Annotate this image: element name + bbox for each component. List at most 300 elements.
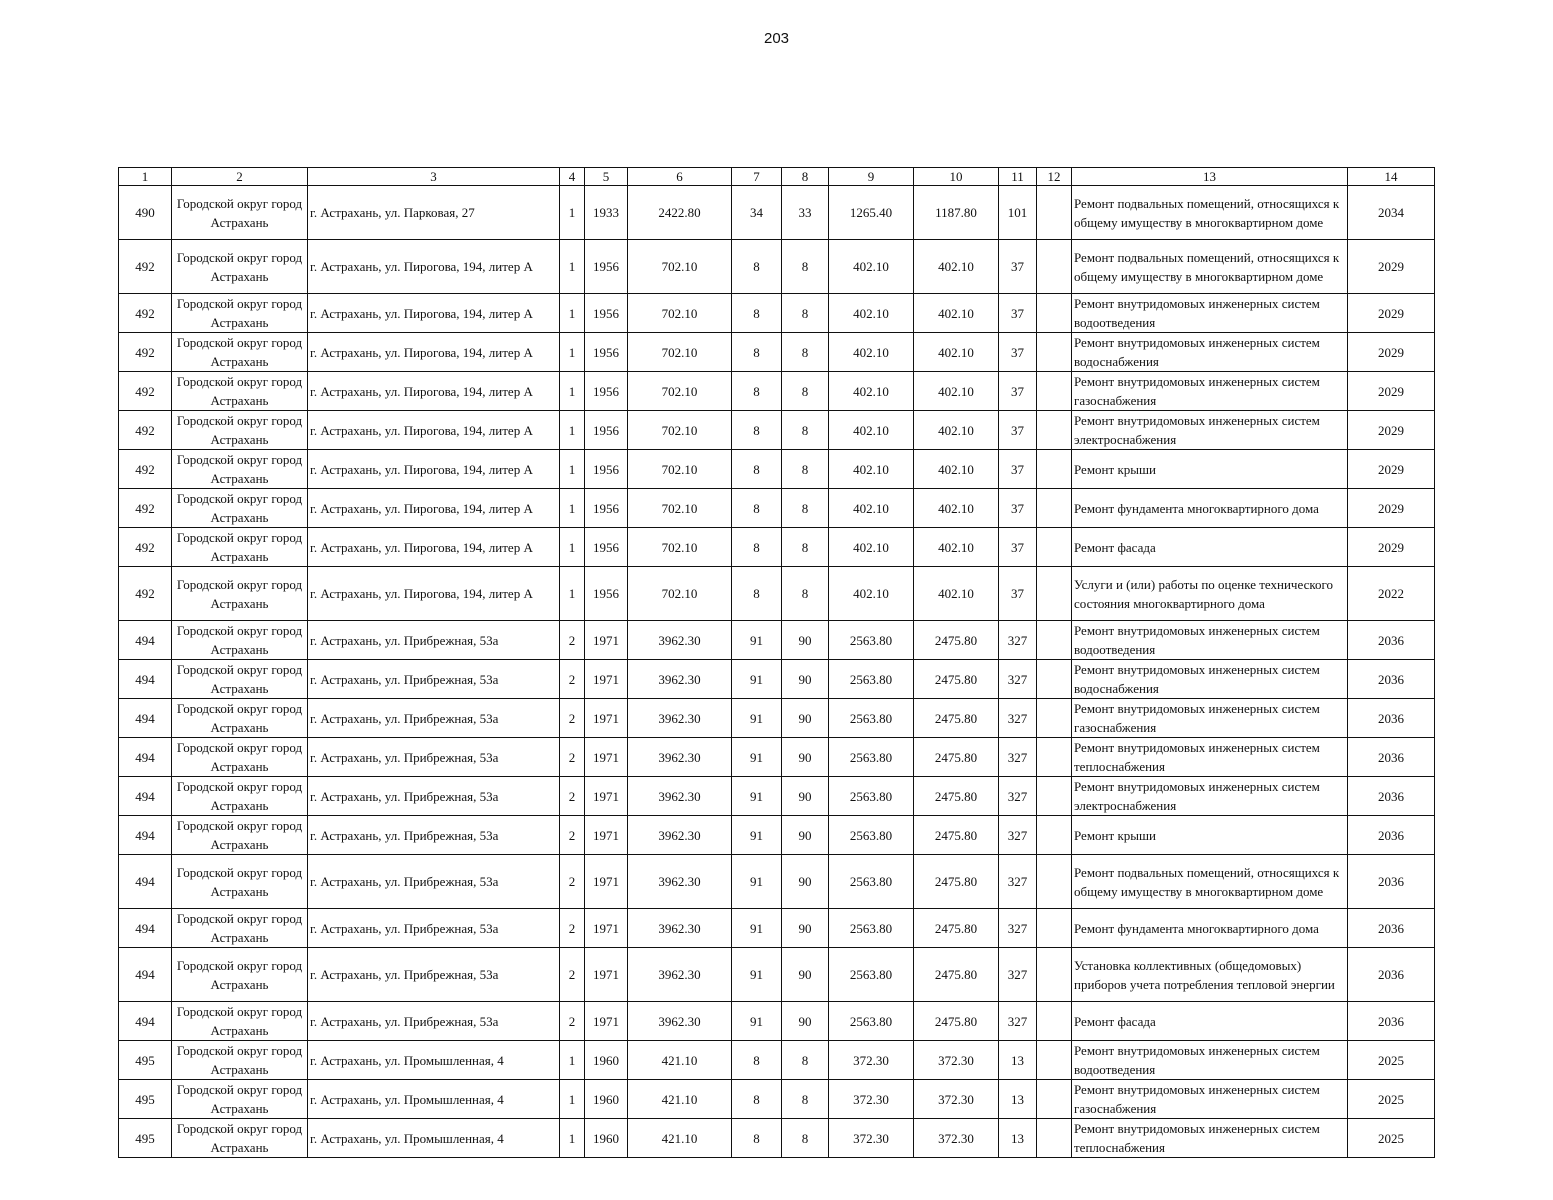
- col-12-cell: [1037, 450, 1072, 489]
- col-9-cell: 402.10: [829, 528, 914, 567]
- col-7-cell: 8: [732, 450, 782, 489]
- residents-cell: 327: [999, 738, 1037, 777]
- row-number-cell: 492: [119, 372, 172, 411]
- col-8-cell: 90: [782, 855, 829, 909]
- col-12-cell: [1037, 294, 1072, 333]
- address-cell: г. Астрахань, ул. Пирогова, 194, литер А: [308, 489, 560, 528]
- municipality-cell: Городской округ город Астрахань: [172, 777, 308, 816]
- col-8-cell: 8: [782, 528, 829, 567]
- table-row: [119, 450, 1435, 489]
- address-cell: г. Астрахань, ул. Прибрежная, 53а: [308, 621, 560, 660]
- municipality-cell: Городской округ город Астрахань: [172, 528, 308, 567]
- row-number-cell: 492: [119, 294, 172, 333]
- col-7-cell: 8: [732, 240, 782, 294]
- stage-cell: 2: [560, 1002, 585, 1041]
- row-number-cell: 494: [119, 660, 172, 699]
- col-12-cell: [1037, 738, 1072, 777]
- col-8-cell: 8: [782, 450, 829, 489]
- col-7-cell: 8: [732, 528, 782, 567]
- stage-cell: 1: [560, 450, 585, 489]
- stage-cell: 1: [560, 1041, 585, 1080]
- total-area-cell: 3962.30: [628, 777, 732, 816]
- col-10-cell: 402.10: [914, 567, 999, 621]
- year-built-cell: 1971: [585, 855, 628, 909]
- year-built-cell: 1971: [585, 738, 628, 777]
- residents-cell: 327: [999, 855, 1037, 909]
- total-area-cell: 702.10: [628, 528, 732, 567]
- col-10-cell: 2475.80: [914, 699, 999, 738]
- col-7-cell: 91: [732, 948, 782, 1002]
- table-row: [119, 699, 1435, 738]
- table-row: [119, 777, 1435, 816]
- col-7-cell: 8: [732, 1041, 782, 1080]
- row-number-cell: 492: [119, 411, 172, 450]
- col-12-cell: [1037, 660, 1072, 699]
- total-area-cell: 702.10: [628, 294, 732, 333]
- col-7-cell: 91: [732, 660, 782, 699]
- address-cell: г. Астрахань, ул. Пирогова, 194, литер А: [308, 567, 560, 621]
- address-cell: г. Астрахань, ул. Прибрежная, 53а: [308, 777, 560, 816]
- column-header: 3: [308, 168, 560, 186]
- total-area-cell: 3962.30: [628, 909, 732, 948]
- col-8-cell: 90: [782, 738, 829, 777]
- total-area-cell: 3962.30: [628, 660, 732, 699]
- table-body: [119, 186, 1435, 1158]
- year-built-cell: 1956: [585, 489, 628, 528]
- work-type-cell: Ремонт фундамента многоквартирного дома: [1072, 489, 1348, 528]
- total-area-cell: 3962.30: [628, 948, 732, 1002]
- residents-cell: 327: [999, 816, 1037, 855]
- year-built-cell: 1971: [585, 660, 628, 699]
- residents-cell: 327: [999, 621, 1037, 660]
- table-row: [119, 1080, 1435, 1119]
- municipality-cell: Городской округ город Астрахань: [172, 567, 308, 621]
- col-7-cell: 91: [732, 855, 782, 909]
- residents-cell: 13: [999, 1080, 1037, 1119]
- col-12-cell: [1037, 372, 1072, 411]
- residents-cell: 37: [999, 450, 1037, 489]
- total-area-cell: 702.10: [628, 372, 732, 411]
- col-7-cell: 91: [732, 699, 782, 738]
- row-number-cell: 492: [119, 489, 172, 528]
- col-10-cell: 1187.80: [914, 186, 999, 240]
- planned-year-cell: 2036: [1348, 948, 1435, 1002]
- col-12-cell: [1037, 621, 1072, 660]
- col-8-cell: 90: [782, 621, 829, 660]
- table-row: [119, 489, 1435, 528]
- col-10-cell: 2475.80: [914, 909, 999, 948]
- planned-year-cell: 2036: [1348, 816, 1435, 855]
- col-9-cell: 2563.80: [829, 1002, 914, 1041]
- municipality-cell: Городской округ город Астрахань: [172, 411, 308, 450]
- col-9-cell: 402.10: [829, 450, 914, 489]
- planned-year-cell: 2029: [1348, 528, 1435, 567]
- municipality-cell: Городской округ город Астрахань: [172, 294, 308, 333]
- stage-cell: 1: [560, 294, 585, 333]
- total-area-cell: 3962.30: [628, 738, 732, 777]
- col-8-cell: 90: [782, 699, 829, 738]
- col-12-cell: [1037, 1002, 1072, 1041]
- municipality-cell: Городской округ город Астрахань: [172, 738, 308, 777]
- planned-year-cell: 2036: [1348, 660, 1435, 699]
- year-built-cell: 1971: [585, 948, 628, 1002]
- planned-year-cell: 2029: [1348, 333, 1435, 372]
- total-area-cell: 702.10: [628, 489, 732, 528]
- row-number-cell: 492: [119, 567, 172, 621]
- residents-cell: 37: [999, 567, 1037, 621]
- municipality-cell: Городской округ город Астрахань: [172, 372, 308, 411]
- address-cell: г. Астрахань, ул. Пирогова, 194, литер А: [308, 333, 560, 372]
- planned-year-cell: 2036: [1348, 1002, 1435, 1041]
- col-7-cell: 91: [732, 816, 782, 855]
- row-number-cell: 495: [119, 1080, 172, 1119]
- municipality-cell: Городской округ город Астрахань: [172, 1119, 308, 1158]
- total-area-cell: 3962.30: [628, 1002, 732, 1041]
- table-row: [119, 1002, 1435, 1041]
- residents-cell: 13: [999, 1041, 1037, 1080]
- table-row: [119, 738, 1435, 777]
- address-cell: г. Астрахань, ул. Промышленная, 4: [308, 1119, 560, 1158]
- stage-cell: 2: [560, 738, 585, 777]
- col-7-cell: 8: [732, 294, 782, 333]
- col-12-cell: [1037, 333, 1072, 372]
- stage-cell: 2: [560, 621, 585, 660]
- column-header: 10: [914, 168, 999, 186]
- planned-year-cell: 2022: [1348, 567, 1435, 621]
- col-12-cell: [1037, 240, 1072, 294]
- municipality-cell: Городской округ город Астрахань: [172, 855, 308, 909]
- col-8-cell: 8: [782, 1080, 829, 1119]
- residents-cell: 13: [999, 1119, 1037, 1158]
- table-row: [119, 240, 1435, 294]
- stage-cell: 1: [560, 372, 585, 411]
- col-7-cell: 8: [732, 567, 782, 621]
- work-type-cell: Установка коллективных (общедомовых) приборов учета потребления тепловой энергии: [1072, 948, 1348, 1002]
- col-10-cell: 2475.80: [914, 777, 999, 816]
- total-area-cell: 421.10: [628, 1041, 732, 1080]
- residents-cell: 327: [999, 1002, 1037, 1041]
- work-type-cell: Ремонт внутридомовых инженерных систем газоснабжения: [1072, 699, 1348, 738]
- table-row: [119, 186, 1435, 240]
- planned-year-cell: 2029: [1348, 489, 1435, 528]
- col-10-cell: 2475.80: [914, 948, 999, 1002]
- work-type-cell: Ремонт внутридомовых инженерных систем теплоснабжения: [1072, 738, 1348, 777]
- total-area-cell: 421.10: [628, 1080, 732, 1119]
- col-8-cell: 90: [782, 909, 829, 948]
- col-10-cell: 402.10: [914, 528, 999, 567]
- total-area-cell: 421.10: [628, 1119, 732, 1158]
- col-8-cell: 90: [782, 816, 829, 855]
- capital-repair-table: [118, 167, 1435, 1158]
- col-8-cell: 8: [782, 294, 829, 333]
- address-cell: г. Астрахань, ул. Парковая, 27: [308, 186, 560, 240]
- col-9-cell: 402.10: [829, 294, 914, 333]
- address-cell: г. Астрахань, ул. Промышленная, 4: [308, 1080, 560, 1119]
- address-cell: г. Астрахань, ул. Пирогова, 194, литер А: [308, 411, 560, 450]
- stage-cell: 2: [560, 660, 585, 699]
- municipality-cell: Городской округ город Астрахань: [172, 909, 308, 948]
- planned-year-cell: 2036: [1348, 855, 1435, 909]
- year-built-cell: 1956: [585, 450, 628, 489]
- row-number-cell: 492: [119, 240, 172, 294]
- table-row: [119, 948, 1435, 1002]
- year-built-cell: 1971: [585, 1002, 628, 1041]
- table-row: [119, 294, 1435, 333]
- row-number-cell: 494: [119, 816, 172, 855]
- column-header: 6: [628, 168, 732, 186]
- planned-year-cell: 2036: [1348, 909, 1435, 948]
- table-row: [119, 816, 1435, 855]
- col-10-cell: 372.30: [914, 1041, 999, 1080]
- col-9-cell: 2563.80: [829, 909, 914, 948]
- address-cell: г. Астрахань, ул. Прибрежная, 53а: [308, 738, 560, 777]
- work-type-cell: Услуги и (или) работы по оценке технического состояния многоквартирного дома: [1072, 567, 1348, 621]
- table-row: [119, 660, 1435, 699]
- residents-cell: 327: [999, 777, 1037, 816]
- residents-cell: 37: [999, 489, 1037, 528]
- col-7-cell: 8: [732, 1119, 782, 1158]
- row-number-cell: 495: [119, 1119, 172, 1158]
- col-10-cell: 372.30: [914, 1119, 999, 1158]
- planned-year-cell: 2029: [1348, 240, 1435, 294]
- col-8-cell: 8: [782, 567, 829, 621]
- municipality-cell: Городской округ город Астрахань: [172, 621, 308, 660]
- col-9-cell: 402.10: [829, 567, 914, 621]
- stage-cell: 2: [560, 855, 585, 909]
- municipality-cell: Городской округ город Астрахань: [172, 450, 308, 489]
- col-8-cell: 8: [782, 372, 829, 411]
- table-row: [119, 909, 1435, 948]
- col-9-cell: 2563.80: [829, 816, 914, 855]
- column-header: 7: [732, 168, 782, 186]
- residents-cell: 327: [999, 909, 1037, 948]
- column-header: 4: [560, 168, 585, 186]
- col-12-cell: [1037, 699, 1072, 738]
- column-header: 11: [999, 168, 1037, 186]
- address-cell: г. Астрахань, ул. Пирогова, 194, литер А: [308, 450, 560, 489]
- col-9-cell: 402.10: [829, 489, 914, 528]
- column-header: 2: [172, 168, 308, 186]
- residents-cell: 327: [999, 699, 1037, 738]
- stage-cell: 1: [560, 333, 585, 372]
- work-type-cell: Ремонт внутридомовых инженерных систем водоотведения: [1072, 294, 1348, 333]
- residents-cell: 37: [999, 411, 1037, 450]
- col-8-cell: 33: [782, 186, 829, 240]
- table-row: [119, 372, 1435, 411]
- address-cell: г. Астрахань, ул. Прибрежная, 53а: [308, 855, 560, 909]
- col-12-cell: [1037, 186, 1072, 240]
- col-7-cell: 8: [732, 411, 782, 450]
- col-12-cell: [1037, 1080, 1072, 1119]
- col-10-cell: 2475.80: [914, 738, 999, 777]
- planned-year-cell: 2036: [1348, 621, 1435, 660]
- table-row: [119, 567, 1435, 621]
- table-row: [119, 621, 1435, 660]
- municipality-cell: Городской округ город Астрахань: [172, 699, 308, 738]
- total-area-cell: 702.10: [628, 450, 732, 489]
- municipality-cell: Городской округ город Астрахань: [172, 489, 308, 528]
- year-built-cell: 1956: [585, 528, 628, 567]
- address-cell: г. Астрахань, ул. Пирогова, 194, литер А: [308, 528, 560, 567]
- col-7-cell: 91: [732, 738, 782, 777]
- column-header: 1: [119, 168, 172, 186]
- row-number-cell: 494: [119, 909, 172, 948]
- table-row: [119, 528, 1435, 567]
- column-header: 13: [1072, 168, 1348, 186]
- work-type-cell: Ремонт подвальных помещений, относящихся к общему имуществу в многоквартирном доме: [1072, 186, 1348, 240]
- residents-cell: 37: [999, 240, 1037, 294]
- col-7-cell: 91: [732, 777, 782, 816]
- row-number-cell: 492: [119, 528, 172, 567]
- table-row: [119, 1119, 1435, 1158]
- work-type-cell: Ремонт внутридомовых инженерных систем теплоснабжения: [1072, 1119, 1348, 1158]
- row-number-cell: 492: [119, 450, 172, 489]
- col-8-cell: 90: [782, 1002, 829, 1041]
- stage-cell: 1: [560, 411, 585, 450]
- col-12-cell: [1037, 1119, 1072, 1158]
- col-9-cell: 2563.80: [829, 660, 914, 699]
- row-number-cell: 494: [119, 948, 172, 1002]
- municipality-cell: Городской округ город Астрахань: [172, 816, 308, 855]
- work-type-cell: Ремонт крыши: [1072, 450, 1348, 489]
- address-cell: г. Астрахань, ул. Прибрежная, 53а: [308, 699, 560, 738]
- total-area-cell: 702.10: [628, 240, 732, 294]
- table-row: [119, 333, 1435, 372]
- page-number: 203: [763, 30, 790, 47]
- table-row: [119, 1041, 1435, 1080]
- col-10-cell: 402.10: [914, 372, 999, 411]
- planned-year-cell: 2029: [1348, 450, 1435, 489]
- col-7-cell: 91: [732, 1002, 782, 1041]
- col-12-cell: [1037, 489, 1072, 528]
- work-type-cell: Ремонт фасада: [1072, 528, 1348, 567]
- address-cell: г. Астрахань, ул. Прибрежная, 53а: [308, 909, 560, 948]
- work-type-cell: Ремонт внутридомовых инженерных систем электроснабжения: [1072, 777, 1348, 816]
- col-9-cell: 2563.80: [829, 738, 914, 777]
- residents-cell: 37: [999, 333, 1037, 372]
- year-built-cell: 1956: [585, 240, 628, 294]
- col-8-cell: 8: [782, 489, 829, 528]
- col-9-cell: 402.10: [829, 372, 914, 411]
- row-number-cell: 494: [119, 699, 172, 738]
- address-cell: г. Астрахань, ул. Прибрежная, 53а: [308, 816, 560, 855]
- year-built-cell: 1956: [585, 411, 628, 450]
- col-10-cell: 402.10: [914, 450, 999, 489]
- col-8-cell: 90: [782, 948, 829, 1002]
- residents-cell: 37: [999, 372, 1037, 411]
- row-number-cell: 495: [119, 1041, 172, 1080]
- planned-year-cell: 2025: [1348, 1080, 1435, 1119]
- table-row: [119, 855, 1435, 909]
- work-type-cell: Ремонт фундамента многоквартирного дома: [1072, 909, 1348, 948]
- stage-cell: 1: [560, 240, 585, 294]
- col-9-cell: 2563.80: [829, 777, 914, 816]
- col-12-cell: [1037, 528, 1072, 567]
- col-7-cell: 8: [732, 1080, 782, 1119]
- total-area-cell: 3962.30: [628, 699, 732, 738]
- year-built-cell: 1960: [585, 1119, 628, 1158]
- municipality-cell: Городской округ город Астрахань: [172, 948, 308, 1002]
- residents-cell: 37: [999, 528, 1037, 567]
- col-8-cell: 8: [782, 333, 829, 372]
- year-built-cell: 1956: [585, 567, 628, 621]
- municipality-cell: Городской округ город Астрахань: [172, 1041, 308, 1080]
- column-header: 12: [1037, 168, 1072, 186]
- year-built-cell: 1971: [585, 909, 628, 948]
- col-10-cell: 2475.80: [914, 621, 999, 660]
- stage-cell: 2: [560, 777, 585, 816]
- col-9-cell: 372.30: [829, 1080, 914, 1119]
- municipality-cell: Городской округ город Астрахань: [172, 660, 308, 699]
- col-10-cell: 402.10: [914, 489, 999, 528]
- col-7-cell: 8: [732, 333, 782, 372]
- column-header: 9: [829, 168, 914, 186]
- stage-cell: 1: [560, 489, 585, 528]
- year-built-cell: 1956: [585, 372, 628, 411]
- stage-cell: 1: [560, 186, 585, 240]
- col-8-cell: 8: [782, 411, 829, 450]
- planned-year-cell: 2036: [1348, 699, 1435, 738]
- municipality-cell: Городской округ город Астрахань: [172, 186, 308, 240]
- col-7-cell: 91: [732, 621, 782, 660]
- residents-cell: 327: [999, 660, 1037, 699]
- row-number-cell: 492: [119, 333, 172, 372]
- col-10-cell: 2475.80: [914, 660, 999, 699]
- work-type-cell: Ремонт внутридомовых инженерных систем газоснабжения: [1072, 372, 1348, 411]
- work-type-cell: Ремонт внутридомовых инженерных систем электроснабжения: [1072, 411, 1348, 450]
- municipality-cell: Городской округ город Астрахань: [172, 240, 308, 294]
- col-9-cell: 1265.40: [829, 186, 914, 240]
- year-built-cell: 1971: [585, 621, 628, 660]
- planned-year-cell: 2036: [1348, 777, 1435, 816]
- col-8-cell: 90: [782, 660, 829, 699]
- residents-cell: 327: [999, 948, 1037, 1002]
- col-12-cell: [1037, 909, 1072, 948]
- stage-cell: 2: [560, 948, 585, 1002]
- col-9-cell: 372.30: [829, 1041, 914, 1080]
- col-10-cell: 402.10: [914, 411, 999, 450]
- row-number-cell: 490: [119, 186, 172, 240]
- table-row: [119, 411, 1435, 450]
- total-area-cell: 3962.30: [628, 621, 732, 660]
- col-12-cell: [1037, 567, 1072, 621]
- year-built-cell: 1933: [585, 186, 628, 240]
- col-10-cell: 2475.80: [914, 1002, 999, 1041]
- residents-cell: 101: [999, 186, 1037, 240]
- year-built-cell: 1956: [585, 333, 628, 372]
- total-area-cell: 702.10: [628, 333, 732, 372]
- col-8-cell: 8: [782, 1119, 829, 1158]
- stage-cell: 1: [560, 567, 585, 621]
- row-number-cell: 494: [119, 777, 172, 816]
- col-9-cell: 402.10: [829, 240, 914, 294]
- stage-cell: 2: [560, 699, 585, 738]
- col-8-cell: 8: [782, 240, 829, 294]
- col-8-cell: 90: [782, 777, 829, 816]
- stage-cell: 1: [560, 1119, 585, 1158]
- col-7-cell: 34: [732, 186, 782, 240]
- year-built-cell: 1960: [585, 1041, 628, 1080]
- work-type-cell: Ремонт внутридомовых инженерных систем водоснабжения: [1072, 660, 1348, 699]
- year-built-cell: 1956: [585, 294, 628, 333]
- total-area-cell: 702.10: [628, 411, 732, 450]
- address-cell: г. Астрахань, ул. Прибрежная, 53а: [308, 948, 560, 1002]
- address-cell: г. Астрахань, ул. Пирогова, 194, литер А: [308, 240, 560, 294]
- planned-year-cell: 2036: [1348, 738, 1435, 777]
- work-type-cell: Ремонт внутридомовых инженерных систем газоснабжения: [1072, 1080, 1348, 1119]
- work-type-cell: Ремонт крыши: [1072, 816, 1348, 855]
- work-type-cell: Ремонт внутридомовых инженерных систем водоснабжения: [1072, 333, 1348, 372]
